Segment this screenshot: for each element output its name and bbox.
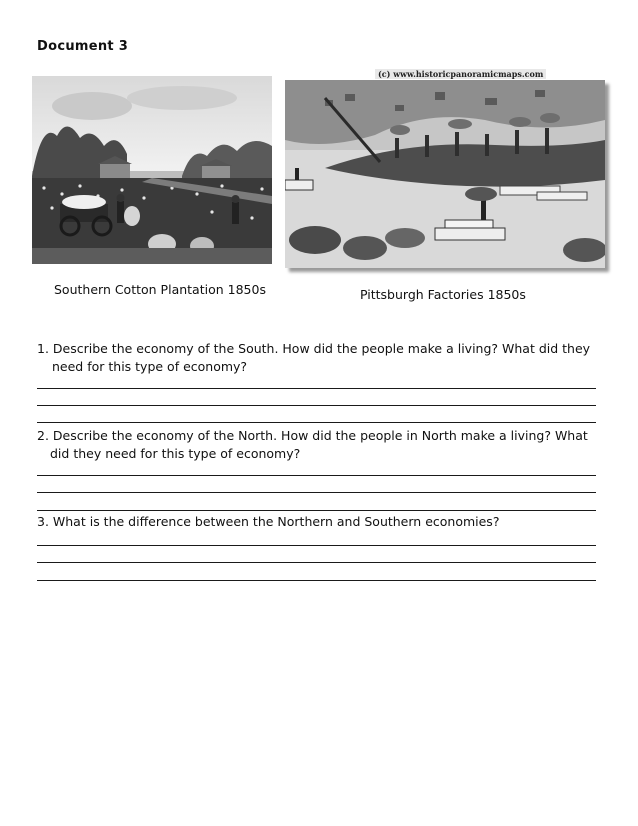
question-3	[37, 513, 607, 531]
answer-line[interactable]	[37, 545, 596, 546]
answer-line[interactable]	[37, 475, 596, 476]
image-watermark: (c) www.historicpanoramicmaps.com	[375, 69, 546, 79]
pittsburgh-factories-image	[285, 80, 605, 268]
question-2	[37, 427, 607, 463]
question-2-continuation: did they need for this type of economy?	[50, 446, 301, 461]
answer-line[interactable]	[37, 510, 596, 511]
question-1-continuation: need for this type of economy?	[52, 359, 248, 374]
answer-line[interactable]	[37, 422, 596, 423]
answer-line[interactable]	[37, 492, 596, 493]
question-1-text: 1. Describe the economy of the South. How did the people make a living? What did they	[37, 341, 591, 356]
answer-line[interactable]	[37, 562, 596, 563]
answer-line[interactable]	[37, 580, 596, 581]
answer-line[interactable]	[37, 405, 596, 406]
question-3-text: 3. What is the difference between the Northern and Southern economies?	[37, 514, 500, 529]
question-2-text: 2. Describe the economy of the North. How did the people in North make a living? What	[37, 428, 588, 443]
document-title: Document 3	[37, 39, 129, 54]
answer-line[interactable]	[37, 388, 596, 389]
cotton-plantation-image	[32, 76, 272, 264]
factories-caption: Pittsburgh Factories 1850s	[360, 287, 526, 302]
question-1	[37, 340, 607, 376]
plantation-caption: Southern Cotton Plantation 1850s	[54, 282, 266, 297]
